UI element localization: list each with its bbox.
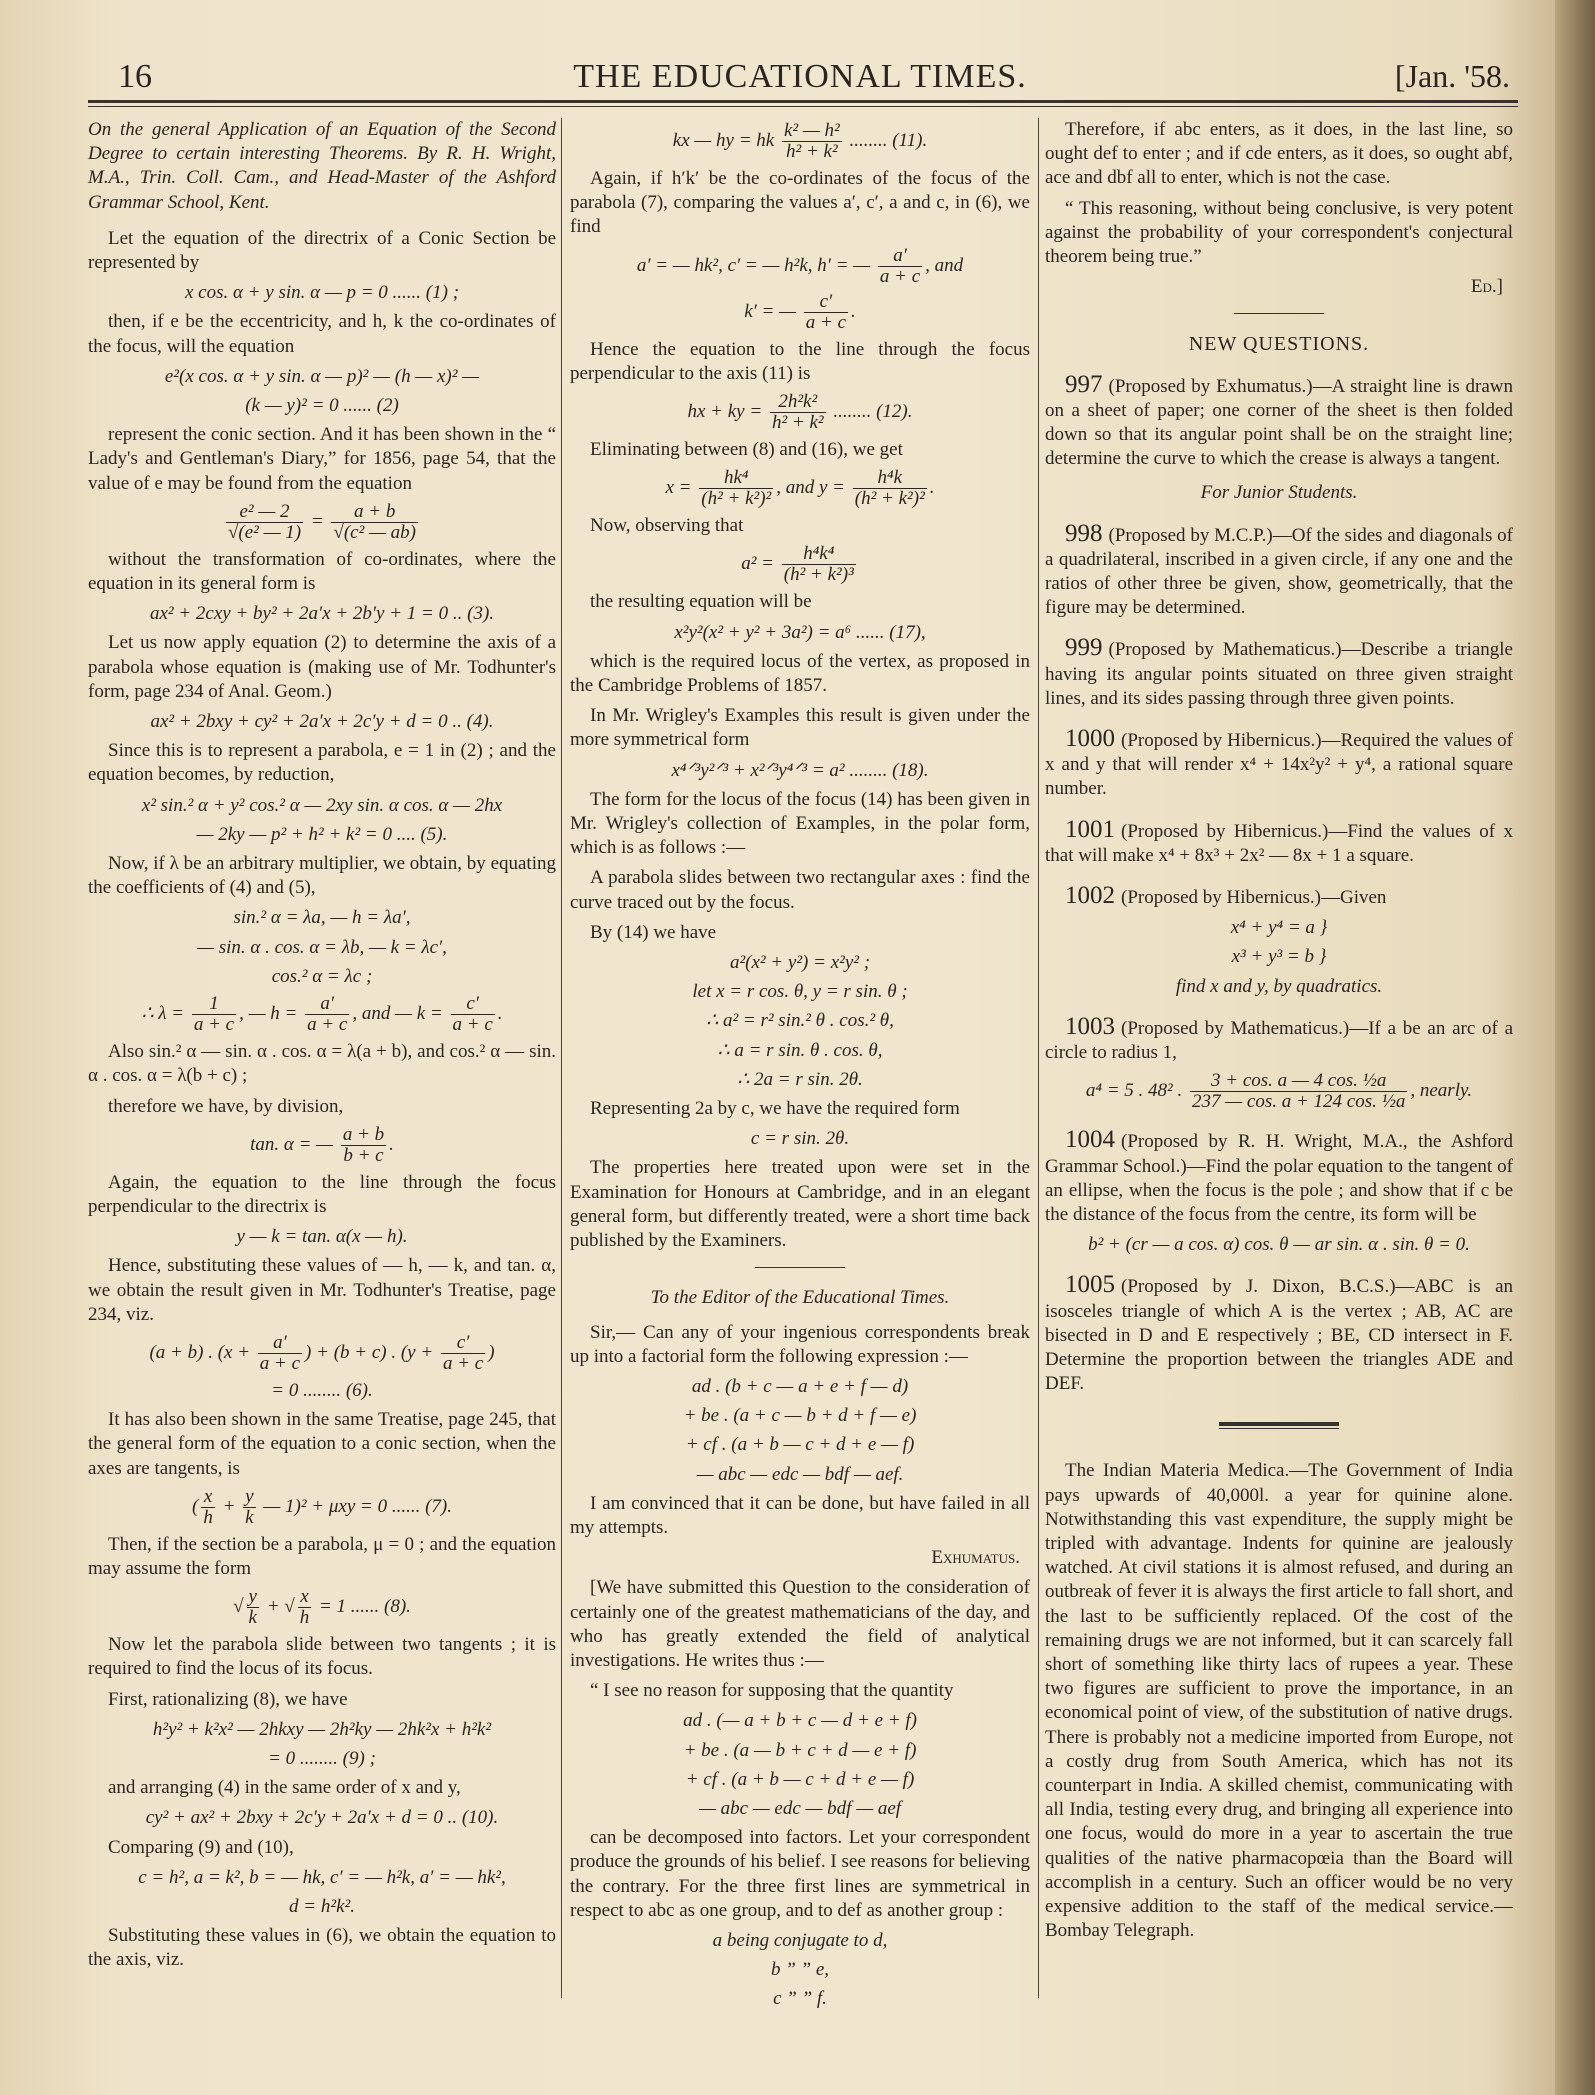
equation-text: + √ — [261, 1596, 295, 1617]
question-number: 1001 — [1065, 815, 1115, 843]
numerator: c′ — [819, 290, 833, 312]
page-number: 16 — [118, 58, 152, 95]
subheading: To the Editor of the Educational Times. — [650, 1287, 950, 1309]
equation-text: + — [217, 1495, 241, 1517]
equation-text: ∴ a² = r² sin.² θ . cos.² θ, — [706, 1010, 894, 1032]
equation — [1045, 1233, 1513, 1257]
question-item — [1045, 519, 1513, 621]
question-text: (Proposed by M.C.P.)—Of the sides and diagonals of a quadrilateral, inscribed in a given circle, if any one and the ratios of other three be given, show, geometrically, that the figure may be determined. — [1045, 524, 1513, 619]
denominator: k — [248, 1607, 257, 1629]
equation — [570, 1433, 1030, 1457]
equation-text: + be . (a + c — b + d + f — e) — [683, 1405, 917, 1427]
equation-text: + cf . (a + b — c + d + e — f) — [685, 1434, 915, 1456]
equation-text: x² sin.² α + y² cos.² α — 2xy sin. α cos. α — 2hx — [141, 794, 503, 816]
numerator: c′ — [466, 993, 479, 1015]
equation-text: ........ (11). — [844, 129, 928, 151]
equation-text: ) + (b + c) . (y + — [305, 1341, 438, 1363]
equation — [570, 1127, 1030, 1151]
denominator: (h² + k²)² — [701, 488, 772, 510]
fraction — [804, 292, 848, 333]
equation-text: a⁴ = 5 . 48² . — [1085, 1080, 1187, 1102]
numerator: y — [248, 1586, 257, 1608]
equation — [570, 1739, 1030, 1763]
column-1 — [88, 118, 556, 1979]
equation-text: a² = — [741, 553, 779, 575]
equation-text: sin.² α = λa, — h = λa′, — [233, 907, 411, 929]
paragraph: The form for the locus of the focus (14) has been given in Mr. Wrigley's collection of Examples, in the polar form, which is as follows :— — [570, 788, 1030, 859]
question-text: (Proposed by Exhumatus.)—A straight line is drawn on a sheet of paper; one corner of the sheet is then folded down so that its angular point shall be on the straight line; determine the curve to which the crease is always a tangent. — [1045, 375, 1513, 470]
equation — [88, 1806, 556, 1830]
equation-text: (a + b) . (x + — [149, 1341, 255, 1363]
equation-text: = 0 ........ (9) ; — [268, 1747, 376, 1769]
page-header — [90, 52, 1510, 95]
equation-text: let x = r cos. θ, y = r sin. θ ; — [692, 981, 908, 1003]
paragraph: The Indian Materia Medica.—The Government of India pays upwards of 40,000l. a year for quinine alone. Notwithstanding this vast expenditure, the supply might be tripled with advantage. Indents for quinine are jealously watched. At civil stations it is almost refused, and during an outbreak of fever it is always the first article to fall short, and the last to be sufficiently replaced. Of the cost of the remaining drugs we are not informed, but it can scarcely fall short of something like thirty lacs of rupees a year. These two figures are sufficient to prove the importance, in an economical point of view, of the substitution of native drugs. There is probably not a medicine imported from Europe, not a costly drug from South America, which has not its counterpart in India. A skilled chemist, communicating with all India, testing every drug, and bringing all experience into one focus, would do more in a year to ascertain the true qualities of the native pharmacopœia than the Board will accomplish in a century. Such an officer would be no very expensive addition to the staff of the medical service.—Bombay Telegraph. — [1045, 1460, 1513, 1942]
fraction — [305, 994, 349, 1035]
equation-text: c ” ” f. — [773, 1988, 827, 2010]
paragraph: Since this is to represent a parabola, e = 1 in (2) ; and the equation becomes, by reduction, — [88, 740, 556, 786]
column-divider — [561, 118, 562, 1998]
equation-text: . — [851, 300, 856, 322]
denominator: h — [299, 1607, 310, 1629]
equation-text: — abc — edc — bdf — aef. — [696, 1463, 904, 1485]
equation — [88, 994, 556, 1035]
equation — [570, 1039, 1030, 1063]
equation — [1045, 916, 1513, 940]
paragraph: I am convinced that it can be done, but have failed in all my attempts. — [570, 1492, 1030, 1538]
question-text: (Proposed by Hibernicus.)—Required the values of x and y that will render x⁴ + 14x²y² + y⁴, a rational square number. — [1045, 730, 1513, 800]
question-number: 1005 — [1065, 1271, 1115, 1299]
equation — [570, 1009, 1030, 1033]
paragraph: In Mr. Wrigley's Examples this result is given under the more symmetrical form — [570, 705, 1030, 751]
paragraph: Comparing (9) and (10), — [108, 1836, 294, 1858]
equation — [88, 502, 556, 543]
equation-text: = 1 ...... (8). — [314, 1596, 411, 1617]
paragraph: Now, if λ be an arbitrary multiplier, we obtain, by equating the coefficients of (4) and (5), — [88, 853, 556, 899]
paragraph: “ I see no reason for supposing that the quantity — [590, 1680, 954, 1702]
denominator: a + c — [805, 311, 847, 333]
question-text: (Proposed by Mathematicus.)—Describe a triangle having its angular points situated on three given straight lines, and its sides passing through three given points. — [1045, 639, 1513, 709]
equation-text: find x and y, by quadratics. — [1175, 975, 1383, 997]
equation-text: cos.² α = λc ; — [271, 965, 373, 987]
equation — [570, 1404, 1030, 1428]
fraction — [770, 392, 826, 433]
numerator: x — [203, 1485, 213, 1507]
equation — [88, 710, 556, 734]
question-text: (Proposed by R. H. Wright, M.A., the Ashford Grammar School.)—Find the polar equation to the tangent of an ellipse, when the focus is the pole ; and show that if c be the distance of the focus from the centre, its form will be — [1045, 1131, 1513, 1225]
denominator: (h² + k²)² — [854, 488, 925, 510]
question-number: 998 — [1065, 519, 1103, 547]
numerator: y — [245, 1485, 254, 1507]
paragraph: Again, if h′k′ be the co-ordinates of the focus of the parabola (7), comparing the values a′, c′, a and c, in (6), we find — [570, 168, 1030, 238]
equation-text: — abc — edc — bdf — aef — [698, 1797, 902, 1819]
equation-text: x⁴ᐟ³y²ᐟ³ + x²ᐟ³y⁴ᐟ³ = a² ........ (18). — [671, 759, 929, 781]
denominator: √(c² — ab) — [333, 521, 417, 543]
numerator: h⁴k — [877, 467, 903, 489]
denominator: √(e² — 1) — [227, 521, 302, 543]
equation — [88, 906, 556, 930]
denominator: h — [203, 1506, 213, 1528]
equation-text: ( — [192, 1495, 199, 1517]
equation-text: d = h²k². — [289, 1895, 355, 1917]
equation — [1045, 975, 1513, 999]
equation — [570, 1797, 1030, 1821]
numerator: a + b — [354, 500, 396, 522]
paragraph: which is the required locus of the vertex, as proposed in the Cambridge Problems of 1857. — [570, 650, 1030, 697]
equation — [570, 121, 1030, 162]
denominator: 237 — cos. a + 124 cos. ½a — [1192, 1091, 1406, 1113]
equation — [570, 1068, 1030, 1092]
denominator: h² + k² — [782, 141, 842, 162]
signature: Exhumatus. — [931, 1547, 1020, 1569]
equation — [88, 1866, 556, 1890]
equation — [88, 281, 556, 305]
column-divider — [1038, 118, 1039, 1998]
fraction — [782, 121, 842, 162]
fraction — [782, 544, 856, 585]
question-item — [1045, 370, 1513, 472]
numerator: e² — 2 — [239, 500, 290, 522]
question-text: (Proposed by Hibernicus.)—Given — [1121, 887, 1387, 909]
equation-text: , and y = — [776, 477, 850, 499]
fraction — [441, 1333, 485, 1374]
paragraph: can be decomposed into factors. Let your correspondent produce the grounds of his belief. I see reasons for believing the contrary. For the three first lines are symmetrical in respect to abc as one group, and to def as another group : — [570, 1827, 1030, 1921]
equation — [88, 1718, 556, 1742]
equation — [570, 759, 1030, 783]
paragraph: The properties here treated upon were set in the Examination for Honours at Cambridge, and in an elegant general form, but differently treated, were a short time back published by the Examiners. — [570, 1157, 1030, 1252]
equation-text: a being conjugate to d, — [712, 1929, 888, 1951]
numerator: a′ — [273, 1331, 287, 1353]
paragraph: Again, the equation to the line through the focus perpendicular to the directrix is — [88, 1171, 556, 1217]
equation-text: ........ (12). — [828, 400, 913, 422]
fraction — [243, 1487, 255, 1528]
equation-text: c = r sin. 2θ. — [750, 1128, 850, 1150]
paragraph: then, if e be the eccentricity, and h, k the co-ordinates of the focus, will the equation — [88, 311, 556, 357]
equation-text: , and — [925, 254, 964, 276]
equation — [88, 794, 556, 818]
fraction — [331, 502, 418, 543]
paragraph: Let us now apply equation (2) to determine the axis of a parabola whose equation is (making use of Mr. Todhunter's form, page 234 of Anal. Geom.) — [88, 632, 556, 702]
equation — [88, 394, 556, 418]
paragraph: It has also been shown in the same Treatise, page 245, that the general form of the equation to a conic section, when the axes are tangents, is — [88, 1409, 556, 1479]
equation — [88, 365, 556, 389]
equation-text: √ — [233, 1596, 244, 1617]
binding-edge — [1555, 0, 1595, 2095]
equation-text: x³ + y³ = b } — [1231, 946, 1327, 968]
equation — [88, 1125, 556, 1166]
equation — [88, 936, 556, 960]
equation-text: k′ = — — [744, 300, 801, 322]
equation-text: a′ = — hk², c′ = — h²k, h′ = — — [636, 254, 875, 276]
paragraph: “ This reasoning, without being conclusive, is very potent against the probability of your correspondent's conjectural theorem being true.” — [1045, 197, 1513, 268]
denominator: k — [245, 1506, 254, 1528]
equation-text: cy² + ax² + 2bxy + 2c′y + 2a′x + d = 0 .. (10). — [145, 1807, 499, 1829]
denominator: a + c — [193, 1014, 235, 1036]
paragraph: and arranging (4) in the same order of x and y, — [108, 1777, 461, 1799]
paragraph: without the transformation of co-ordinates, where the equation in its general form is — [88, 548, 556, 595]
question-text: (Proposed by Hibernicus.)—Find the values of x that will make x⁴ + 8x³ + 2x² — 8x + 1 a square. — [1045, 820, 1513, 866]
header-rule — [88, 100, 1518, 103]
question-text: (Proposed by Mathematicus.)—If a be an arc of a circle to radius 1, — [1045, 1017, 1513, 1064]
paragraph: represent the conic section. And it has been shown in the “ Lady's and Gentleman's Diary,” for 1856, page 54, that the value of e may be found from the equation — [88, 424, 556, 494]
equation-text: x⁴ + y⁴ = a } — [1230, 917, 1328, 939]
fraction — [258, 1333, 302, 1374]
equation — [1045, 1071, 1513, 1112]
equation — [88, 1225, 556, 1249]
ornamental-rule — [1219, 1422, 1339, 1429]
equation-text: ∴ λ = — [141, 1002, 189, 1024]
equation — [570, 1929, 1030, 1953]
equation-text: ad . (b + c — a + e + f — d) — [691, 1375, 909, 1397]
fraction — [853, 468, 927, 509]
equation — [570, 1375, 1030, 1399]
equation — [570, 1768, 1030, 1792]
denominator: a + c — [259, 1352, 301, 1374]
equation — [88, 602, 556, 626]
paragraph: Eliminating between (8) and (16), we get — [590, 439, 903, 461]
equation — [570, 246, 1030, 287]
question-item — [1045, 1012, 1513, 1065]
numerator: 2h²k² — [778, 391, 818, 413]
issue-date: [Jan. '58. — [1394, 58, 1510, 94]
equation — [1045, 945, 1513, 969]
equation-text: (k — y)² = 0 ...... (2) — [245, 395, 399, 417]
equation — [570, 468, 1030, 509]
paragraph: Then, if the section be a parabola, μ = 0 ; and the equation may assume the form — [88, 1533, 556, 1579]
paragraph: Substituting these values in (6), we obtain the equation to the axis, viz. — [88, 1925, 556, 1971]
equation-text: b² + (cr — a cos. α) cos. θ — ar sin. α . sin. θ = 0. — [1088, 1234, 1470, 1256]
equation-text: c = h², a = k², b = — hk, c′ = — h²k, a′ = — hk², — [138, 1866, 506, 1888]
denominator: h² + k² — [771, 412, 824, 434]
question-item — [1045, 815, 1513, 868]
equation — [88, 1333, 556, 1374]
paragraph: Now let the parabola slide between two tangents ; it is required to find the locus of its focus. — [88, 1634, 556, 1680]
equation-text: y — k = tan. α(x — h). — [236, 1226, 408, 1248]
paragraph: First, rationalizing (8), we have — [108, 1688, 348, 1710]
paragraph: therefore we have, by division, — [108, 1095, 344, 1117]
question-item — [1045, 636, 1513, 711]
equation-text: , and — k = — [352, 1002, 448, 1024]
equation — [570, 621, 1030, 645]
fraction — [226, 502, 303, 543]
equation-text: + cf . (a + b — c + d + e — f) — [685, 1768, 915, 1790]
fraction — [247, 1587, 259, 1628]
equation-text: h²y² + k²x² — 2hkxy — 2h²ky — 2hk²x + h²k² — [152, 1718, 492, 1740]
equation-text: , nearly. — [1410, 1080, 1473, 1102]
fraction — [1190, 1071, 1407, 1112]
numerator: k² — h² — [783, 120, 840, 141]
equation — [88, 1747, 556, 1771]
denominator: a + c — [452, 1014, 493, 1036]
question-number: 999 — [1065, 634, 1103, 662]
numerator: hk⁴ — [723, 467, 749, 489]
masthead-title: THE EDUCATIONAL TIMES. — [573, 58, 1027, 95]
paragraph: Let the equation of the directrix of a Conic Section be represented by — [88, 227, 556, 274]
equation-text: ax² + 2bxy + cy² + 2a′x + 2c′y + d = 0 .. (4). — [150, 711, 494, 733]
equation-text: ad . (— a + b + c — d + e + f) — [683, 1710, 917, 1732]
paragraph: the resulting equation will be — [590, 591, 812, 613]
equation — [570, 1987, 1030, 2011]
equation — [88, 823, 556, 847]
question-number: 997 — [1065, 370, 1103, 398]
equation-text: hx + ky = — [687, 400, 767, 422]
equation-text: — sin. α . cos. α = λb, — k = λc′, — [197, 936, 447, 958]
question-item — [1045, 727, 1513, 802]
paragraph: Sir,— Can any of your ingenious correspondents break up into a factorial form the following expression :— — [570, 1321, 1030, 1367]
fraction — [878, 246, 922, 287]
divider-rule — [755, 1267, 845, 1268]
signature: Ed.] — [1470, 276, 1503, 298]
divider-rule — [1234, 313, 1324, 314]
equation-text: x²y²(x² + y² + 3a²) = a⁶ ...... (17), — [674, 621, 926, 643]
equation-text: = — [306, 510, 329, 532]
equation-text: + be . (a — b + c + d — e + f) — [683, 1739, 917, 1761]
fraction — [451, 994, 495, 1035]
article-title: On the general Application of an Equation of the Second Degree to certain interesting Theorems. By R. H. Wright, M.A., Trin. Coll. Cam., and Head-Master of the Ashford Grammar School, Kent. — [88, 119, 556, 213]
equation-text: — 2ky — p² + h² + k² = 0 .... (5). — [196, 823, 448, 845]
question-item — [1045, 884, 1513, 910]
question-number: 1000 — [1065, 725, 1115, 753]
numerator: a + b — [342, 1123, 385, 1145]
question-text: (Proposed by J. Dixon, B.C.S.)—ABC is an isosceles triangle of which A is the vertex ; AB, AC are bisected in D and E respectively ; BE, CD intersect in F. Determine the proportion between the triangles ADE and DEF. — [1045, 1276, 1513, 1395]
equation — [88, 1895, 556, 1919]
paragraph: Hence, substituting these values of — h, — k, and tan. α, we obtain the result given in Mr. Todhunter's Treatise, page 234, viz. — [88, 1255, 556, 1325]
equation — [570, 392, 1030, 433]
equation-text: e²(x cos. α + y sin. α — p)² — (h — x)² — — [164, 365, 480, 387]
equation-text: ax² + 2cxy + by² + 2a′x + 2b′y + 1 = 0 .. (3). — [149, 603, 495, 625]
header-rule-thin — [88, 106, 1518, 107]
paragraph: Also sin.² α — sin. α . cos. α = λ(a + b), and cos.² α — sin. α . cos. α = λ(b + c) ; — [88, 1041, 556, 1087]
equation-text: , — h = — [239, 1002, 303, 1024]
fraction — [192, 994, 236, 1035]
equation — [570, 951, 1030, 975]
question-number: 1003 — [1065, 1012, 1115, 1040]
equation — [570, 1463, 1030, 1487]
fraction — [298, 1587, 312, 1628]
equation-text: . — [497, 1002, 503, 1024]
equation-text: ∴ 2a = r sin. 2θ. — [737, 1068, 863, 1090]
paragraph: Representing 2a by c, we have the required form — [590, 1098, 960, 1120]
equation — [570, 292, 1030, 333]
paragraph: A parabola slides between two rectangular axes : find the curve traced out by the focus. — [570, 867, 1030, 913]
numerator: 1 — [209, 993, 219, 1015]
denominator: a + c — [879, 265, 921, 287]
equation-text: kx — hy = hk — [672, 129, 779, 151]
section-heading: NEW QUESTIONS. — [1188, 333, 1370, 356]
equation — [570, 980, 1030, 1004]
equation — [88, 1587, 556, 1628]
subheading: For Junior Students. — [1200, 482, 1358, 504]
fraction — [699, 468, 773, 509]
equation-text: b ” ” e, — [770, 1959, 830, 1981]
equation-text: tan. α = — — [250, 1133, 338, 1155]
denominator: b + c — [341, 1145, 386, 1166]
paragraph: Therefore, if abc enters, as it does, in the last line, so ought def to enter ; and if cde enters, as it does, so ought abf, ace and dbf all to enter, which is not the case. — [1045, 119, 1513, 189]
equation — [88, 1487, 556, 1528]
paragraph: By (14) we have — [590, 921, 717, 943]
paragraph: Now, observing that — [590, 515, 744, 537]
question-number: 1004 — [1065, 1126, 1115, 1154]
column-3 — [1045, 118, 1513, 1949]
numerator: 3 + cos. a — 4 cos. ½a — [1211, 1070, 1387, 1092]
paragraph: Hence the equation to the line through the focus perpendicular to the axis (11) is — [570, 338, 1030, 384]
numerator: a′ — [893, 244, 907, 266]
denominator: (h² + k²)³ — [783, 564, 854, 586]
equation-text: a²(x² + y²) = x²y² ; — [729, 952, 871, 974]
question-item — [1045, 1273, 1513, 1396]
equation — [570, 544, 1030, 585]
equation-text: — 1)² + μxy = 0 ...... (7). — [258, 1495, 452, 1517]
equation — [570, 1709, 1030, 1733]
equation-text: . — [929, 477, 935, 499]
numerator: a′ — [320, 993, 335, 1015]
equation-text: . — [389, 1133, 394, 1155]
numerator: c′ — [456, 1331, 470, 1353]
question-number: 1002 — [1065, 882, 1115, 910]
equation-text: ∴ a = r sin. θ . cos. θ, — [717, 1039, 883, 1061]
numerator: h⁴k⁴ — [803, 543, 835, 565]
column-2 — [570, 118, 1030, 2017]
equation-text: x cos. α + y sin. α — p = 0 ...... (1) ; — [184, 282, 460, 304]
equation-text: = 0 ........ (6). — [271, 1379, 373, 1401]
question-item — [1045, 1128, 1513, 1227]
fraction — [341, 1125, 386, 1166]
equation — [88, 1379, 556, 1403]
fraction — [201, 1487, 215, 1528]
equation — [88, 965, 556, 989]
equation-text: ) — [488, 1341, 495, 1363]
equation — [570, 1958, 1030, 1982]
numerator: x — [300, 1586, 309, 1608]
paragraph: [We have submitted this Question to the consideration of certainly one of the greatest mathematicians of the day, and who has greatly extended the field of analytical investigations. He writes thus :— — [570, 1577, 1030, 1671]
equation-text: x = — [665, 477, 697, 499]
denominator: a + c — [307, 1014, 348, 1036]
denominator: a + c — [442, 1352, 484, 1374]
